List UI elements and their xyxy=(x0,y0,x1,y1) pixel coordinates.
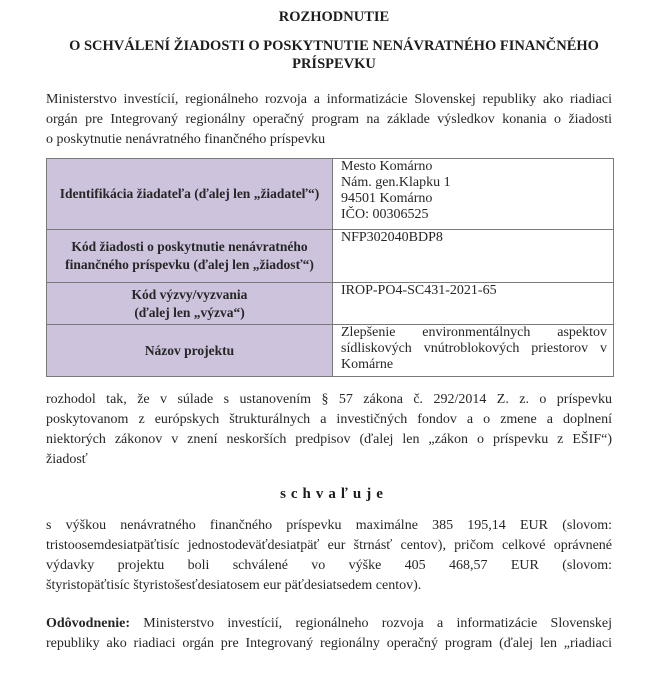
value-line: 94501 Komárno xyxy=(341,191,433,206)
reasoning-line: republiky ako riadiaci orgán pre Integrovaný regionálny operačný program (ďalej len „riadiaci xyxy=(46,636,612,651)
amount-line: tristoosemdesiatpäťtisíc jednostodeväťdesiatpäť eur štrnásť centov), pričom celkové oprávnené xyxy=(46,538,612,553)
decision-line: žiadosť xyxy=(46,452,88,467)
applicant-info-table xyxy=(46,158,614,377)
document-subtitle-line-2: PRÍSPEVKU xyxy=(292,56,376,72)
amount-line: s výškou nenávratného finančného príspevku maximálne 385 195,14 EUR (slovom: xyxy=(46,518,612,533)
reasoning-line xyxy=(46,614,612,634)
value-line: Nám. gen.Klapku 1 xyxy=(341,175,451,190)
intro-line: Ministerstvo investícií, regionálneho rozvoja a informatizácie Slovenskej republiky ako riadiaci xyxy=(46,92,612,107)
value-line: IČO: 00306525 xyxy=(341,207,429,222)
value-line: Komárne xyxy=(341,357,394,372)
decision-line: niektorých zákonov v znení neskorších predpisov (ďalej len „zákon o príspevku z EŠIF“) xyxy=(46,432,612,447)
label-line: Názov projektu xyxy=(144,342,235,358)
value-line: NFP302040BDP8 xyxy=(341,230,443,245)
table-row-call-code xyxy=(47,283,614,325)
amount-line: výdavky projektu boli schválené vo výške 405 468,57 EUR (slovom: xyxy=(46,558,612,573)
call-code-label xyxy=(47,283,333,325)
project-name-label xyxy=(47,325,333,377)
document-subtitle-line-1: O SCHVÁLENÍ ŽIADOSTI O POSKYTNUTIE NENÁVRATNÉHO FINANČNÉHO xyxy=(69,38,599,54)
project-name-value xyxy=(333,325,614,377)
application-code-value xyxy=(333,230,614,283)
reasoning-paragraph xyxy=(46,614,612,654)
intro-line: o poskytnutie nenávratného finančného príspevku xyxy=(46,132,326,147)
label-line: Kód žiadosti o poskytnutie nenávratného xyxy=(71,239,308,254)
decision-line: rozhodol tak, že v súlade s ustanovením § 57 zákona č. 292/2014 Z. z. o príspevku xyxy=(46,392,612,407)
value-line: sídliskových vnútroblokových priestorov v xyxy=(341,341,607,356)
amount-line: štyristopäťtisíc štyristošesťdesiatosem eur päťdesiatsedem centov). xyxy=(46,578,422,593)
amount-paragraph xyxy=(46,516,612,596)
table-row-application-code xyxy=(47,230,614,283)
reasoning-text: Ministerstvo investícií, regionálneho rozvoja a informatizácie Slovenskej xyxy=(130,616,612,631)
applicant-value xyxy=(333,159,614,230)
intro-line: orgán pre Integrovaný regionálny operačný program na základe výsledkov konania o žiadosti xyxy=(46,112,612,127)
application-code-label xyxy=(47,230,333,283)
label-line: Identifikácia žiadateľa (ďalej len „žiadateľ“) xyxy=(59,186,320,201)
approval-heading: schvaľuje xyxy=(280,486,388,502)
decision-line: poskytovanom z európskych štrukturálnych a investičných fondov a o zmene a doplnení xyxy=(46,412,612,427)
value-line: Zlepšenie environmentálnych aspektov xyxy=(341,325,607,340)
value-line: Mesto Komárno xyxy=(341,159,433,174)
decision-paragraph xyxy=(46,390,612,470)
intro-paragraph xyxy=(46,90,612,150)
reasoning-label: Odôvodnenie: xyxy=(46,616,131,631)
label-line: (ďalej len „výzva“) xyxy=(134,304,245,320)
value-line: IROP-PO4-SC431-2021-65 xyxy=(341,283,497,298)
label-line: Kód výzvy/vyzvania xyxy=(131,286,248,302)
table-row-applicant xyxy=(47,159,614,230)
applicant-label xyxy=(47,159,333,230)
table-row-project-name xyxy=(47,325,614,377)
label-line: finančného príspevku (ďalej len „žiadosť“) xyxy=(65,257,314,272)
document-title: ROZHODNUTIE xyxy=(278,9,390,25)
call-code-value xyxy=(333,283,614,325)
